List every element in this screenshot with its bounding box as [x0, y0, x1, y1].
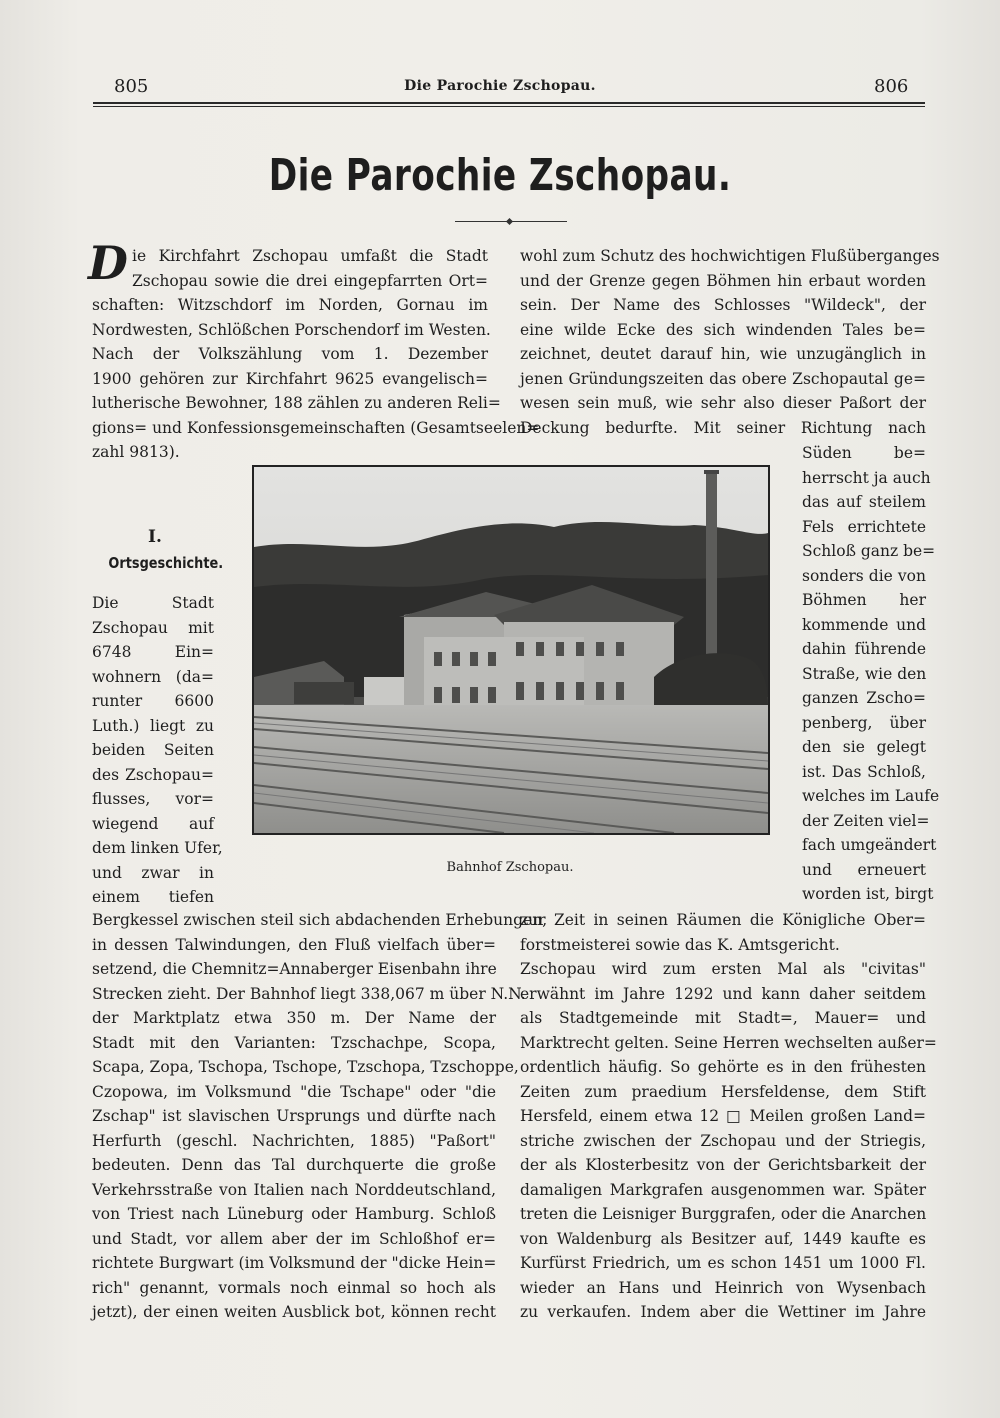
- text-line: dem linken Ufer,: [92, 839, 223, 857]
- text-line: und zwar in: [92, 863, 214, 882]
- text-line: kommende und: [802, 615, 926, 634]
- text-line: Nordwesten, Schlößchen Porschendorf im Westen.: [92, 320, 491, 339]
- text-line: Luth.) liegt zu: [92, 716, 214, 735]
- text-line: in dessen Talwindungen, den Fluß vielfach über=: [92, 935, 496, 954]
- drop-cap: D: [88, 236, 128, 290]
- text-line: gions= und Konfessionsgemeinschaften (Gesamtseelen=: [92, 418, 540, 437]
- text-line: richtete Burgwart (im Volksmund der "dicke Hein=: [92, 1254, 497, 1272]
- header-rule-thin: [93, 106, 925, 107]
- text-line: Fels errichtete: [802, 517, 926, 536]
- text-line: dahin führende: [802, 640, 926, 658]
- text-line: von Triest nach Lüneburg oder Hamburg. Schloß: [92, 1205, 496, 1223]
- text-line: worden ist, birgt: [802, 885, 934, 903]
- text-line: wohl zum Schutz des hochwichtigen Flußüberganges: [520, 247, 940, 265]
- text-line: erwähnt im Jahre 1292 und kann daher seitdem: [520, 984, 926, 1003]
- text-line: der als Klosterbesitz von der Gerichtsbarkeit der: [520, 1156, 926, 1174]
- station-photograph: [252, 465, 770, 835]
- station-photo-illustration: [254, 467, 768, 833]
- text-line: der Marktplatz etwa 350 m. Der Name der: [92, 1009, 496, 1027]
- text-line: Zeiten zum praedium Hersfeldense, dem Stift: [520, 1082, 926, 1101]
- page-number-left: 805: [114, 76, 149, 97]
- header-rule: [93, 102, 925, 104]
- text-line: Zschap" ist slavischen Ursprungs und dürfte nach: [92, 1107, 496, 1125]
- text-line: und der Grenze gegen Böhmen hin erbaut worden: [520, 271, 926, 290]
- page-number-right: 806: [874, 76, 909, 97]
- running-head: Die Parochie Zschopau.: [404, 78, 596, 94]
- text-line: Nach der Volkszählung vom 1. Dezember: [92, 345, 488, 363]
- text-line: Die Stadt: [92, 594, 214, 612]
- text-line: und erneuert: [802, 860, 926, 879]
- section-title: Ortsgeschichte.: [108, 554, 224, 572]
- text-line: 6748 Ein=: [92, 643, 214, 661]
- text-line: Bergkessel zwischen steil sich abdachenden Erhebungen,: [92, 911, 548, 929]
- text-line: wesen sein muß, wie sehr also dieser Paßort der: [520, 394, 926, 412]
- text-line: das auf steilem: [802, 493, 926, 511]
- text-line: den sie gelegt: [802, 738, 926, 756]
- text-line: der Zeiten viel=: [802, 811, 930, 830]
- text-line: Stadt mit den Varianten: Tzschachpe, Scopa,: [92, 1033, 496, 1052]
- text-line: ist. Das Schloß,: [802, 762, 926, 781]
- text-line: treten die Leisniger Burggrafen, oder die Anarchen: [520, 1205, 927, 1223]
- text-line: Süden be=: [802, 444, 926, 462]
- text-line: von Waldenburg als Besitzer auf, 1449 kaufte es: [520, 1229, 926, 1248]
- text-line: wohnern (da=: [92, 667, 214, 686]
- text-line: wieder an Hans und Heinrich von Wysenbach: [520, 1278, 926, 1297]
- text-line: zeichnet, deutet darauf hin, wie unzugänglich in: [520, 345, 926, 363]
- text-line: Czopowa, im Volksmund "die Tschape" oder "die: [92, 1082, 496, 1101]
- article-title: Die Parochie Zschopau.: [268, 150, 732, 201]
- text-line: Straße, wie den: [802, 664, 927, 683]
- text-line: Scapa, Zopa, Tschopa, Tschope, Tzschopa, Tzschoppe,: [92, 1058, 519, 1076]
- text-line: rich" genannt, vormals noch einmal so hoch als: [92, 1278, 496, 1297]
- text-line: jetzt), der einen weiten Ausblick bot, können recht: [92, 1303, 496, 1321]
- text-line: jenen Gründungszeiten das obere Zschopautal ge=: [520, 369, 926, 388]
- text-line: Schloß ganz be=: [802, 542, 936, 560]
- photo-caption: Bahnhof Zschopau.: [446, 860, 574, 875]
- text-line: lutherische Bewohner, 188 zählen zu anderen Reli=: [92, 394, 501, 412]
- text-line: Hersfeld, einem etwa 12 □ Meilen großen Land=: [520, 1107, 926, 1125]
- text-line: als Stadtgemeinde mit Stadt=, Mauer= und: [520, 1009, 926, 1027]
- text-line: sein. Der Name des Schlosses "Wildeck", der: [520, 296, 926, 314]
- text-line: Marktrecht gelten. Seine Herren wechselten außer=: [520, 1033, 937, 1052]
- text-line: Kurfürst Friedrich, um es schon 1451 um 1000 Fl.: [520, 1254, 926, 1272]
- text-line: Strecken zieht. Der Bahnhof liegt 338,067 m über N.N.: [92, 984, 526, 1003]
- text-line: einem tiefen: [92, 888, 214, 906]
- section-number: I.: [148, 527, 162, 547]
- text-line: Verkehrsstraße von Italien nach Norddeutschland,: [92, 1180, 496, 1199]
- text-line: ganzen Zscho=: [802, 689, 926, 707]
- text-line: wiegend auf: [92, 814, 214, 833]
- text-line: bedeuten. Denn das Tal durchquerte die große: [92, 1156, 496, 1174]
- text-line: Zschopau mit: [92, 618, 214, 637]
- text-line: zahl 9813).: [92, 443, 180, 461]
- text-line: 1900 gehören zur Kirchfahrt 9625 evangelisch=: [92, 369, 488, 388]
- text-line: eine wilde Ecke des sich windenden Tales be=: [520, 320, 926, 339]
- text-line: Herfurth (geschl. Nachrichten, 1885) "Paßort": [92, 1131, 496, 1150]
- text-line: schaften: Witzschdorf im Norden, Gornau im: [92, 296, 488, 314]
- text-line: ie Kirchfahrt Zschopau umfaßt die Stadt: [132, 247, 488, 265]
- text-line: penberg, über: [802, 713, 926, 732]
- text-line: zur Zeit in seinen Räumen die Königliche Ober=: [520, 911, 926, 929]
- text-line: runter 6600: [92, 692, 214, 710]
- text-line: striche zwischen der Zschopau und der Striegis,: [520, 1131, 926, 1150]
- text-line: herrscht ja auch: [802, 468, 931, 487]
- text-line: des Zschopau=: [92, 765, 214, 784]
- text-line: Deckung bedurfte. Mit seiner Richtung nach: [520, 418, 926, 437]
- text-line: damaligen Markgrafen ausgenommen war. Später: [520, 1180, 926, 1199]
- text-line: Zschopau sowie die drei eingepfarrten Ort=: [132, 271, 488, 290]
- text-line: welches im Laufe: [802, 787, 940, 805]
- text-line: zu verkaufen. Indem aber die Wettiner im Jahre: [520, 1303, 926, 1321]
- text-line: und Stadt, vor allem aber der im Schloßhof er=: [92, 1229, 496, 1248]
- text-line: Böhmen her: [802, 591, 926, 609]
- text-line: beiden Seiten: [92, 741, 214, 759]
- text-line: ordentlich häufig. So gehörte es in den frühesten: [520, 1058, 926, 1076]
- text-line: sonders die von: [802, 566, 926, 585]
- text-line: fach umgeändert: [802, 836, 937, 854]
- text-line: flusses, vor=: [92, 790, 214, 808]
- text-line: setzend, die Chemnitz=Annaberger Eisenbahn ihre: [92, 960, 497, 978]
- text-line: forstmeisterei sowie das K. Amtsgericht.: [520, 935, 840, 954]
- title-ornament: [455, 218, 567, 226]
- text-line: Zschopau wird zum ersten Mal als "civitas": [520, 960, 926, 978]
